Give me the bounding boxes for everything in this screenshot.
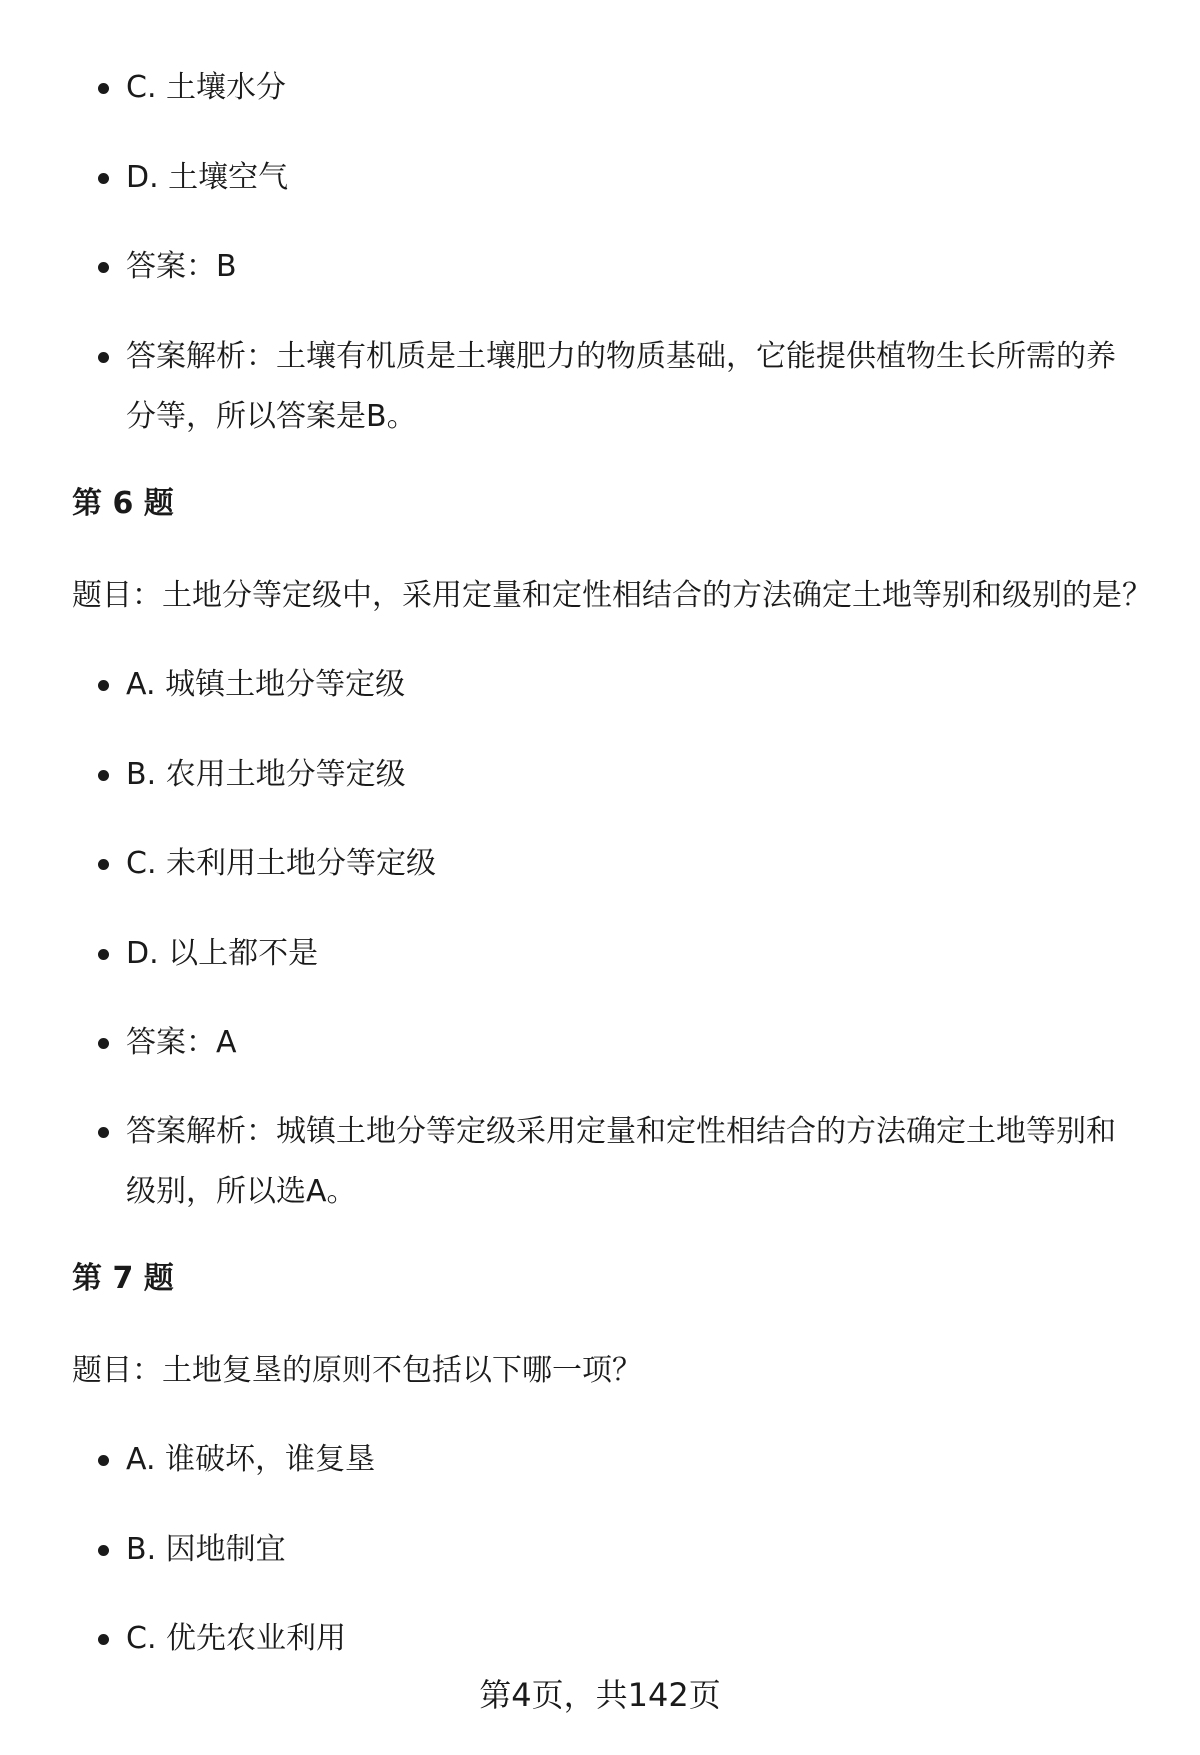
answer-explanation: 答案解析：土壤有机质是土壤肥力的物质基础，它能提供植物生长所需的养分等，所以答案是B。 bbox=[126, 327, 1141, 447]
option-b: B. 农用土地分等定级 bbox=[126, 745, 1141, 805]
page-number: 第4页，共142页 bbox=[479, 1676, 721, 1714]
option-c: C. 土壤水分 bbox=[126, 58, 1141, 118]
option-a: A. 城镇土地分等定级 bbox=[126, 655, 1141, 715]
answer: 答案：A bbox=[126, 1013, 1141, 1073]
question-6-title: 第 6 题 bbox=[72, 486, 174, 521]
option-b: B. 因地制宜 bbox=[126, 1520, 1141, 1580]
question-7-title: 第 7 题 bbox=[72, 1261, 174, 1296]
option-c: C. 优先农业利用 bbox=[126, 1609, 1141, 1669]
option-d: D. 以上都不是 bbox=[126, 924, 1141, 984]
answer: 答案：B bbox=[126, 237, 1141, 297]
option-c: C. 未利用土地分等定级 bbox=[126, 834, 1141, 894]
option-d: D. 土壤空气 bbox=[126, 148, 1141, 208]
answer-explanation: 答案解析：城镇土地分等定级采用定量和定性相结合的方法确定土地等别和级别，所以选A。 bbox=[126, 1102, 1141, 1222]
question-7-text: 题目：土地复垦的原则不包括以下哪一项？ bbox=[72, 1353, 642, 1388]
question-6-text: 题目：土地分等定级中，采用定量和定性相结合的方法确定土地等别和级别的是？ bbox=[72, 578, 1152, 613]
option-a: A. 谁破坏，谁复垦 bbox=[126, 1430, 1141, 1490]
